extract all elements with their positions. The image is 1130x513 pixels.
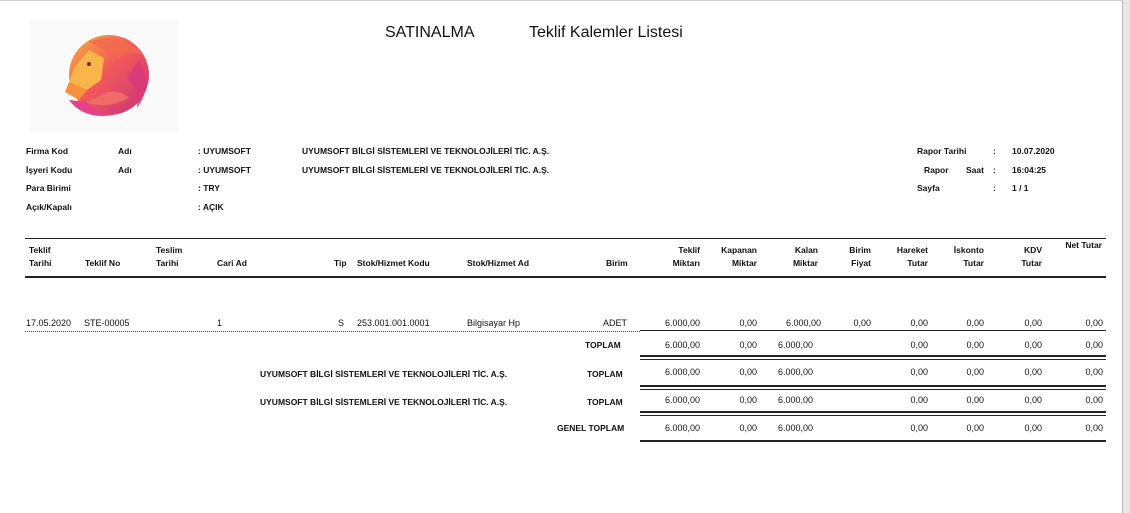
sayfa-colon: : bbox=[993, 183, 996, 193]
col-stok-kodu: Stok/Hizmet Kodu bbox=[357, 258, 430, 268]
report-module-title: SATINALMA bbox=[385, 24, 475, 41]
col-iskonto-tutar: İskonto Tutar bbox=[953, 245, 984, 268]
total-kapanan: 0,00 bbox=[739, 367, 757, 377]
col-kdv-tutar: KDV Tutar bbox=[1021, 245, 1042, 268]
lion-logo-icon bbox=[29, 20, 179, 132]
total-label: TOPLAM bbox=[587, 369, 623, 379]
isyeri-code: : UYUMSOFT bbox=[198, 165, 251, 175]
total-iskonto: 0,00 bbox=[966, 367, 984, 377]
firma-kod-label: Firma Kod bbox=[26, 146, 69, 156]
total-kdv: 0,00 bbox=[1024, 367, 1042, 377]
col-hareket-tutar: Hareket Tutar bbox=[896, 245, 928, 268]
total-net: 0,00 bbox=[1085, 340, 1103, 350]
isyeri-name: UYUMSOFT BİLGİ SİSTEMLERİ VE TEKNOLOJİLERİ TİC. A.Ş. bbox=[302, 165, 550, 175]
total-rule bbox=[640, 389, 1106, 390]
total-net: 0,00 bbox=[1085, 367, 1103, 377]
total-teklif: 6.000,00 bbox=[664, 395, 700, 405]
grand-total-kdv: 0,00 bbox=[1024, 423, 1042, 433]
para-birimi-label: Para Birimi bbox=[26, 183, 71, 193]
total-hareket: 0,00 bbox=[910, 340, 928, 350]
col-birim: Birim bbox=[606, 258, 628, 268]
total-rule bbox=[640, 359, 1106, 360]
total-kalan: 6.000,00 bbox=[777, 367, 813, 377]
total-kdv: 0,00 bbox=[1024, 340, 1042, 350]
rapor-tarihi-value: 10.07.2020 bbox=[1012, 146, 1055, 156]
col-teklif-no: Teklif No bbox=[85, 258, 121, 268]
cell-kapanan-miktar: 0,00 bbox=[739, 318, 757, 328]
rapor-label: Rapor bbox=[924, 165, 949, 175]
para-birimi-value: : TRY bbox=[198, 183, 220, 193]
isyeri-adi-label: Adı bbox=[118, 165, 132, 175]
col-kalan-miktar: Kalan Miktar bbox=[792, 245, 818, 268]
grand-total-kalan: 6.000,00 bbox=[777, 423, 813, 433]
col-stok-ad: Stok/Hizmet Ad bbox=[467, 258, 530, 268]
group-total-name: UYUMSOFT BİLGİ SİSTEMLERİ VE TEKNOLOJİLERİ TİC. A.Ş. bbox=[260, 369, 508, 379]
cell-hareket-tutar: 0,00 bbox=[910, 318, 928, 328]
total-label: TOPLAM bbox=[587, 397, 623, 407]
total-teklif: 6.000,00 bbox=[664, 340, 700, 350]
total-kapanan: 0,00 bbox=[739, 395, 757, 405]
grand-total-label: GENEL TOPLAM bbox=[557, 423, 625, 433]
total-rule bbox=[640, 415, 1106, 416]
row-dotted-rule bbox=[25, 331, 640, 332]
total-iskonto: 0,00 bbox=[966, 340, 984, 350]
cell-cari-ad: 1 bbox=[217, 318, 223, 328]
total-rule bbox=[640, 385, 1106, 387]
acik-kapali-label: Açık/Kapalı bbox=[26, 202, 72, 212]
total-teklif: 6.000,00 bbox=[664, 367, 700, 377]
grand-total-kapanan: 0,00 bbox=[739, 423, 757, 433]
acik-kapali-value: : AÇIK bbox=[198, 202, 224, 212]
total-label: TOPLAM bbox=[585, 340, 621, 350]
cell-kalan-miktar: 6.000,00 bbox=[785, 318, 821, 328]
grand-total-hareket: 0,00 bbox=[910, 423, 928, 433]
saat-label: Saat bbox=[966, 165, 984, 175]
firma-code: : UYUMSOFT bbox=[198, 146, 251, 156]
cell-teklif-tarihi: 17.05.2020 bbox=[26, 318, 72, 328]
report-title: Teklif Kalemler Listesi bbox=[529, 24, 683, 41]
total-kdv: 0,00 bbox=[1024, 395, 1042, 405]
total-rule bbox=[640, 355, 1106, 357]
sayfa-value: 1 / 1 bbox=[1012, 183, 1029, 193]
company-logo bbox=[29, 20, 179, 132]
cell-birim: ADET bbox=[602, 318, 627, 328]
table-header-bottom-rule bbox=[25, 276, 1106, 278]
sayfa-label: Sayfa bbox=[917, 183, 940, 193]
group-total-name: UYUMSOFT BİLGİ SİSTEMLERİ VE TEKNOLOJİLERİ TİC. A.Ş. bbox=[260, 397, 508, 407]
cell-tip: S bbox=[338, 318, 345, 328]
cell-kdv-tutar: 0,00 bbox=[1024, 318, 1042, 328]
col-teklif-tarihi: Teklif Tarihi bbox=[29, 245, 52, 268]
firma-adi-label: Adı bbox=[118, 146, 132, 156]
cell-net-tutar: 0,00 bbox=[1085, 318, 1103, 328]
total-rule bbox=[640, 411, 1106, 413]
cell-stok-ad: Bilgisayar Hp bbox=[467, 318, 521, 328]
col-teslim-tarihi: Teslim Tarihi bbox=[156, 245, 183, 268]
saat-colon: : bbox=[993, 165, 996, 175]
col-kapanan-miktar: Kapanan Miktar bbox=[721, 245, 757, 268]
col-tip: Tip bbox=[334, 258, 347, 268]
grand-total-iskonto: 0,00 bbox=[966, 423, 984, 433]
total-kalan: 6.000,00 bbox=[777, 395, 813, 405]
saat-value: 16:04:25 bbox=[1012, 165, 1047, 175]
total-hareket: 0,00 bbox=[910, 395, 928, 405]
col-teklif-miktari: Teklif Miktarı bbox=[672, 245, 700, 268]
row-solid-rule bbox=[640, 330, 1106, 331]
grand-total-teklif: 6.000,00 bbox=[664, 423, 700, 433]
cell-iskonto-tutar: 0,00 bbox=[966, 318, 984, 328]
col-cari-ad: Cari Ad bbox=[217, 258, 247, 268]
grand-total-net: 0,00 bbox=[1085, 423, 1103, 433]
cell-birim-fiyat: 0,00 bbox=[853, 318, 871, 328]
grand-total-rule bbox=[640, 440, 1106, 442]
cell-teklif-no: STE-00005 bbox=[84, 318, 130, 328]
col-net-tutar: Net Tutar bbox=[1065, 240, 1102, 250]
total-hareket: 0,00 bbox=[910, 367, 928, 377]
rapor-tarihi-colon: : bbox=[993, 146, 996, 156]
table-header-top-rule bbox=[25, 238, 1106, 239]
col-birim-fiyat: Birim Fiyat bbox=[849, 245, 871, 268]
total-kalan: 6.000,00 bbox=[777, 340, 813, 350]
rapor-tarihi-label: Rapor Tarihi bbox=[917, 146, 967, 156]
cell-stok-kodu: 253.001.001.0001 bbox=[357, 318, 430, 328]
isyeri-kodu-label: İşyeri Kodu bbox=[26, 165, 73, 175]
total-net: 0,00 bbox=[1085, 395, 1103, 405]
firma-name: UYUMSOFT BİLGİ SİSTEMLERİ VE TEKNOLOJİLERİ TİC. A.Ş. bbox=[302, 146, 550, 156]
cell-teklif-miktari: 6.000,00 bbox=[664, 318, 700, 328]
total-iskonto: 0,00 bbox=[966, 395, 984, 405]
total-kapanan: 0,00 bbox=[739, 340, 757, 350]
